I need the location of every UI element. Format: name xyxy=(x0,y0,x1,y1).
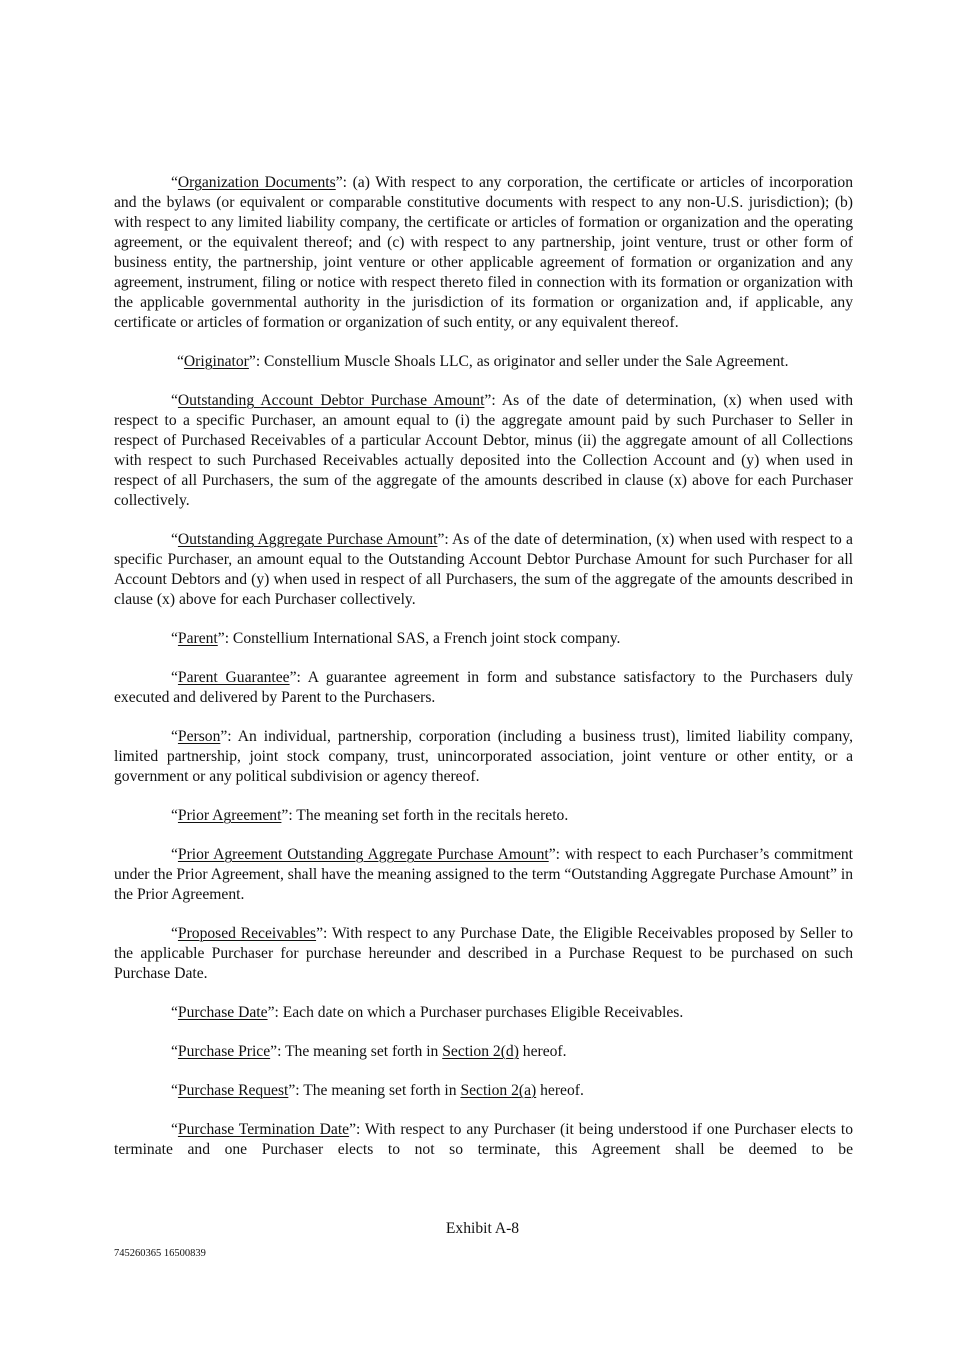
definition-purchase-request: “Purchase Request”: The meaning set forth in Section 2(a) hereof. xyxy=(171,1082,584,1099)
term: Purchase Date xyxy=(177,1004,268,1021)
definition-text: : As of the date of determination, (x) when used with respect to a specific Purchaser, an amount equal to (i) the aggregate amount paid by such Purchaser to Seller in respect of Purchased Receivables of a particular Account Debtor, minus (ii) the aggregate amount of all Collections with respect to such Purchased Receivables actually deposited into the Collection Account and (y) when used in respect of all Purchasers, the sum of the aggregate of the amounts described in clause (x) above for each Purchaser collectively. xyxy=(114,392,853,509)
definition-prior-agreement-outstanding-aggregate-purchase-amount: “Prior Agreement Outstanding Aggregate Purchase Amount”: with respect to each Purchaser’s commitment under the Prior Agreement, shall have the meaning assigned to the term “Outstanding Aggregate Purchase Amount” in the Prior Agreement. xyxy=(114,846,853,903)
term: Organization Documents xyxy=(177,174,336,191)
section-reference-link[interactable]: Section 2(d) xyxy=(442,1043,519,1060)
definition-organization-documents: “Organization Documents”: (a) With respect to any corporation, the certificate or articles of incorporation and the bylaws (or equivalent or comparable constitutive documents with respect to any non-U.S. jurisdiction); (b) with respect to any limited liability company, the certificate or articles of formation or organization and the operating agreement, or the equivalent thereof; and (c) with respect to any partnership, joint venture, trust or other form of business entity, the partnership, joint venture or other applicable agreement of formation or organization and any agreement, instrument, filing or notice with respect thereto filed in connection with its formation or organization with the applicable governmental authority in the jurisdiction of its formation or organization and, if applicable, any certificate or articles of formation or organization of such entity, or any equivalent thereof. xyxy=(114,174,854,331)
definition-outstanding-aggregate-purchase-amount: “Outstanding Aggregate Purchase Amount”: As of the date of determination, (x) when used with respect to a specific Purchaser, an amount equal to the Outstanding Account Debtor Purchase Amount for such Purchaser for all Account Debtors and (y) when used in respect of all Purchasers, the sum of the aggregate of the amounts described in clause (x) above for each Purchaser collectively. xyxy=(114,531,853,608)
definition-text: : As of the date of determination, (x) when used with respect to a specific Purchaser, an amount equal to the Outstanding Account Debtor Purchase Amount for such Purchaser for all Account Debtors and (y) when used in respect of all Purchasers, the sum of the aggregate of the amounts described in clause (x) above for each Purchaser collectively. xyxy=(114,531,853,608)
definition-text: : An individual, partnership, corporation (including a business trust), limited liability company, limited partnership, joint stock company, trust, unincorporated association, joint venture or other entity, or a government or any political subdivision or agency thereof. xyxy=(114,728,853,785)
definition-person: “Person”: An individual, partnership, corporation (including a business trust), limited liability company, limited partnership, joint stock company, trust, unincorporated association, joint venture or other entity, or a government or any political subdivision or agency thereof. xyxy=(114,728,853,785)
term: Originator xyxy=(183,353,249,370)
section-reference-link[interactable]: Section 2(a) xyxy=(460,1082,537,1099)
term: Parent xyxy=(177,630,218,647)
definition-text: : Constellium International SAS, a French joint stock company. xyxy=(224,630,621,647)
definition-text: : The meaning set forth in xyxy=(295,1082,461,1099)
definition-prior-agreement: “Prior Agreement”: The meaning set forth in the recitals hereto. xyxy=(171,807,569,824)
definition-text: : A guarantee agreement in form and substance satisfactory to the Purchasers duly executed and delivered by Parent to the Purchasers. xyxy=(114,669,853,706)
definition-text: : (a) With respect to any corporation, the certificate or articles of incorporation and the bylaws (or equivalent or comparable constitutive documents with respect to any non-U.S. jurisdiction); (b) with respect to any limited liability company, the certificate or articles of formation or organization and the operating agreement, or the equivalent thereof; and (c) with respect to any partnership, joint venture, trust or other form of business entity, the partnership, joint venture or other applicable agreement of formation or organization and any agreement, instrument, filing or notice with respect thereto filed in connection with its formation or organization with the applicable governmental authority in the jurisdiction of its formation or organization and, if applicable, any certificate or articles of formation or organization of such entity, or any equivalent thereof. xyxy=(114,174,854,331)
definition-purchase-price: “Purchase Price”: The meaning set forth in Section 2(d) hereof. xyxy=(171,1043,567,1060)
definition-text: : With respect to any Purchase Date, the Eligible Receivables proposed by Seller to the applicable Purchaser for purchase hereunder and described in a Purchase Request to be purchased on such Purchase Date. xyxy=(114,925,854,982)
term: Parent Guarantee xyxy=(177,669,290,686)
definitions-list xyxy=(114,173,853,1179)
definition-text: : with respect to each Purchaser’s commitment under the Prior Agreement, shall have the meaning assigned to the term “Outstanding Aggregate Purchase Amount” in the Prior Agreement. xyxy=(114,846,853,903)
definition-parent-guarantee: “Parent Guarantee”: A guarantee agreement in form and substance satisfactory to the Purchasers duly executed and delivered by Parent to the Purchasers. xyxy=(114,669,853,706)
term: Purchase Price xyxy=(177,1043,271,1060)
definition-purchase-termination-date: “Purchase Termination Date”: With respect to any Purchaser (it being understood if one Purchaser elects to terminate and one Purchaser elects to not so terminate, this Agreement shall be deemed to be xyxy=(114,1121,853,1158)
definition-text-after: hereof. xyxy=(518,1043,567,1060)
definition-text: : Constellium Muscle Shoals LLC, as originator and seller under the Sale Agreement. xyxy=(255,353,789,370)
term: Prior Agreement xyxy=(177,807,282,824)
term: Person xyxy=(177,728,221,745)
page-footer-exhibit-label: Exhibit A-8 xyxy=(445,1220,520,1237)
definition-text: : The meaning set forth in xyxy=(277,1043,443,1060)
term: Outstanding Aggregate Purchase Amount xyxy=(177,531,438,548)
definition-text: : The meaning set forth in the recitals hereto. xyxy=(288,807,569,824)
definition-text: : With respect to any Purchaser (it being understood if one Purchaser elects to terminate and one Purchaser elects to not so terminate, this Agreement shall be deemed to be xyxy=(114,1121,853,1158)
term: Purchase Request xyxy=(177,1082,289,1099)
definition-outstanding-account-debtor-purchase-amount: “Outstanding Account Debtor Purchase Amount”: As of the date of determination, (x) when used with respect to a specific Purchaser, an amount equal to (i) the aggregate amount paid by such Purchaser to Seller in respect of Purchased Receivables of a particular Account Debtor, minus (ii) the aggregate amount of all Collections with respect to such Purchased Receivables actually deposited into the Collection Account and (y) when used in respect of all Purchasers, the sum of the aggregate of the amounts described in clause (x) above for each Purchaser collectively. xyxy=(114,392,853,509)
definition-proposed-receivables: “Proposed Receivables”: With respect to any Purchase Date, the Eligible Receivables proposed by Seller to the applicable Purchaser for purchase hereunder and described in a Purchase Request to be purchased on such Purchase Date. xyxy=(114,925,854,982)
definition-parent: “Parent”: Constellium International SAS, a French joint stock company. xyxy=(171,630,621,647)
definition-originator: “Originator”: Constellium Muscle Shoals LLC, as originator and seller under the Sale Agreement. xyxy=(177,353,789,370)
document-id: 745260365 16500839 xyxy=(114,1248,206,1259)
definition-text: : Each date on which a Purchaser purchases Eligible Receivables. xyxy=(274,1004,684,1021)
term: Proposed Receivables xyxy=(177,925,317,942)
definition-purchase-date: “Purchase Date”: Each date on which a Purchaser purchases Eligible Receivables. xyxy=(171,1004,684,1021)
term: Purchase Termination Date xyxy=(177,1121,350,1138)
definition-text-after: hereof. xyxy=(536,1082,584,1099)
term: Prior Agreement Outstanding Aggregate Purchase Amount xyxy=(177,846,549,863)
term: Outstanding Account Debtor Purchase Amount xyxy=(177,392,485,409)
